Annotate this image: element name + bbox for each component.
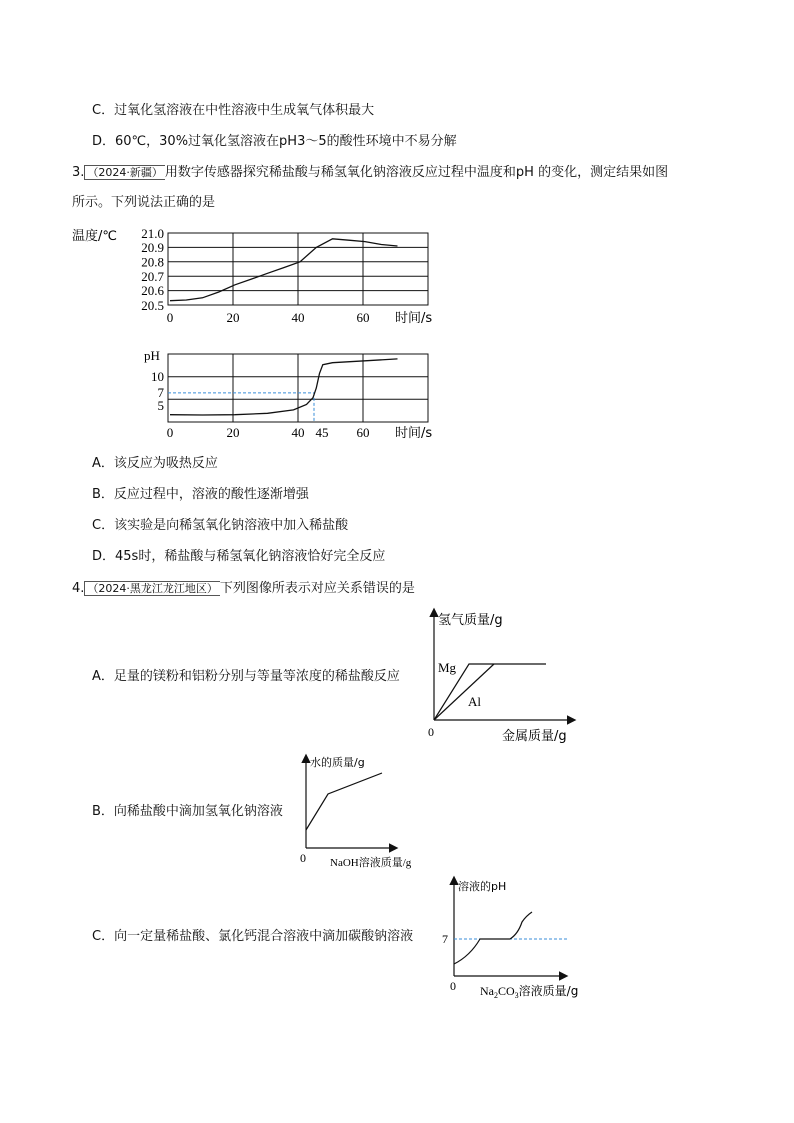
q4-stem-text: 下列图像所表示对应关系错误的是 (219, 581, 415, 596)
temp-xtick: 60 (356, 310, 370, 325)
graph-c-origin: 0 (450, 979, 456, 993)
graph-a-ylabel: 氢气质量/g (438, 613, 503, 628)
temp-ytick: 20.7 (141, 269, 164, 284)
ph-xtick: 45 (315, 425, 329, 440)
graph-a-mg-label: Mg (438, 660, 457, 675)
q4-option-a: A．足量的镁粉和铝粉分别与等量等浓度的稀盐酸反应 (92, 669, 400, 684)
temp-ytick: 20.8 (141, 254, 164, 270)
graph-c-xlabel: $Na_2CO_3$溶液质量/g (480, 984, 579, 1000)
ph-grid (168, 354, 428, 422)
graph-b-xlabel: NaOH溶液质量/g (330, 857, 412, 869)
q4-option-c: C．向一定量稀盐酸、氯化钙混合溶液中滴加碳酸钠溶液 (92, 929, 414, 944)
q3-source-tag: （2024·新疆） (84, 165, 165, 180)
graph-a-origin: 0 (428, 725, 434, 739)
q3-stem (72, 164, 668, 182)
temp-ylabel: 温度/℃ (72, 229, 117, 244)
graph-b-line (306, 773, 382, 830)
graph-a (424, 606, 584, 746)
temp-ytick: 20.5 (141, 298, 164, 313)
temp-ytick: 21.0 (141, 226, 164, 241)
ph-ytick: 10 (151, 369, 164, 384)
ph-xtick: 60 (356, 425, 370, 440)
ph-ytick: 5 (157, 398, 164, 413)
graph-a-xlabel: 金属质量/g (502, 729, 567, 744)
q3-number: 3. (72, 165, 85, 180)
graph-b-origin: 0 (300, 851, 306, 865)
graph-b-ylabel: 水的质量/g (310, 756, 365, 769)
q3-option-c: C．该实验是向稀氢氧化钠溶液中加入稀盐酸 (92, 518, 349, 533)
ph-xtick: 0 (166, 425, 174, 440)
temperature-chart (60, 222, 460, 332)
q3-option-d: D．45s时，稀盐酸与稀氢氧化钠溶液恰好完全反应 (92, 549, 386, 564)
graph-c-ref-label: 7 (442, 932, 448, 946)
q4-number: 4. (72, 581, 85, 596)
graph-a-al-label: Al (468, 694, 481, 709)
q4-source-tag: （2024·黑龙江龙江地区） (84, 581, 220, 596)
graph-c-curve (454, 912, 532, 964)
q2-option-d: D．60℃，30%过氧化氢溶液在pH3～5的酸性环境中不易分解 (92, 134, 457, 149)
ph-xlabel: 时间/s (395, 426, 433, 441)
q3-option-a: A．该反应为吸热反应 (92, 456, 218, 471)
temp-grid (168, 233, 428, 305)
temp-ytick: 20.9 (141, 240, 164, 255)
ph-chart (60, 342, 460, 442)
graph-c-ylabel: 溶液的pH (458, 880, 507, 893)
temp-xtick: 40 (291, 310, 305, 325)
ph-xtick: 20 (226, 425, 240, 440)
q3-option-b: B．反应过程中，溶液的酸性逐渐增强 (92, 487, 309, 502)
q2-option-c: C．过氧化氢溶液在中性溶液中生成氧气体积最大 (92, 103, 375, 118)
graph-b (296, 752, 436, 872)
temp-ytick: 20.6 (141, 283, 164, 298)
q3-stem-line1: 用数字传感器探究稀盐酸与稀氢氧化钠溶液反应过程中温度和pH 的变化，测定结果如图 (164, 165, 669, 180)
ph-ytick: 7 (157, 385, 164, 400)
q3-stem-line2: 所示。下列说法正确的是 (72, 195, 216, 210)
ph-ylabel: pH (144, 348, 160, 363)
q4-stem (72, 580, 415, 598)
graph-c (440, 874, 600, 1004)
ph-xtick: 40 (291, 425, 305, 440)
temp-xlabel: 时间/s (395, 311, 433, 326)
temp-xtick: 20 (226, 310, 240, 325)
temp-xtick: 0 (166, 310, 174, 325)
q4-option-b: B．向稀盐酸中滴加氢氧化钠溶液 (92, 804, 283, 819)
